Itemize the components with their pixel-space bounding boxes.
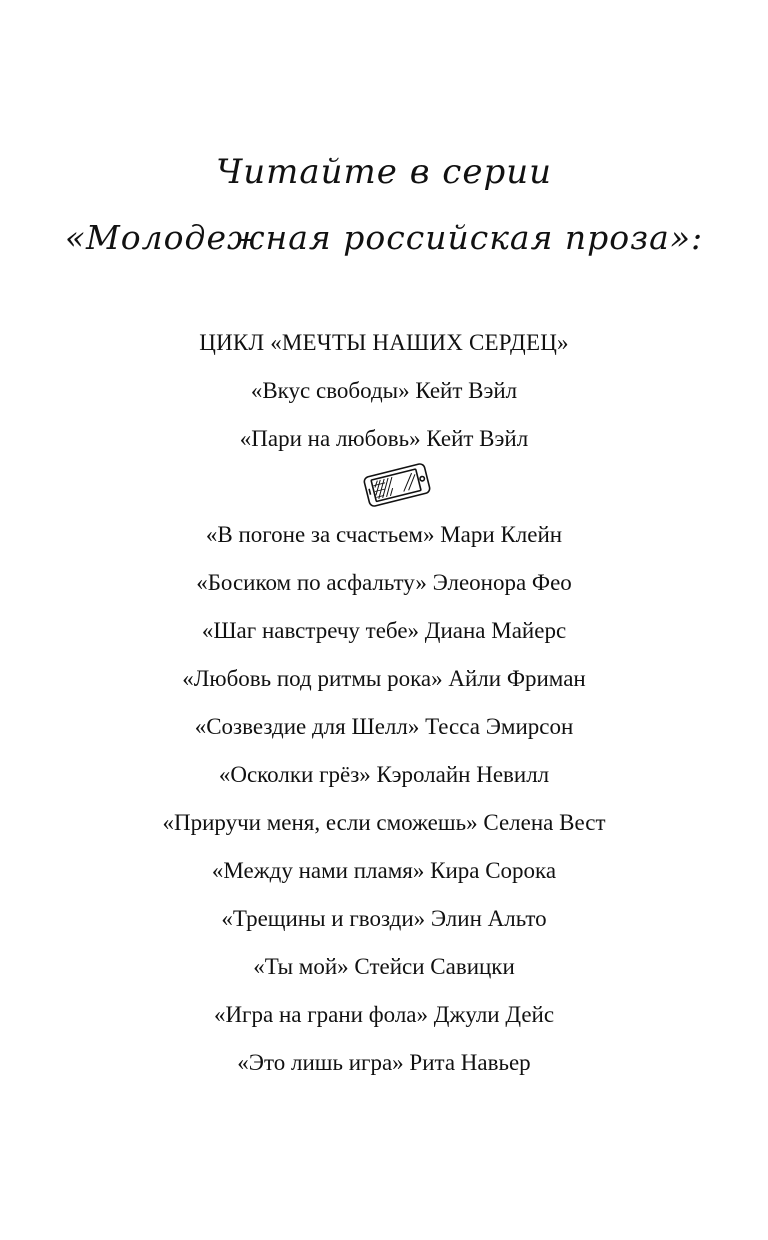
book-5: «Созвездие для Шелл» Тесса Эмирсон xyxy=(194,714,574,739)
book-4: «Любовь под ритмы рока» Айли Фриман xyxy=(182,666,586,691)
cycle-book-2: «Пари на любовь» Кейт Вэйл xyxy=(239,426,529,451)
cycle-heading: ЦИКЛ «МЕЧТЫ НАШИХ СЕРДЕЦ» xyxy=(199,330,569,355)
book-3: «Шаг навстречу тебе» Диана Майерс xyxy=(201,618,567,643)
book-8: «Между нами пламя» Кира Сорока xyxy=(211,858,557,883)
book-1: «В погоне за счастьем» Мари Клейн xyxy=(205,522,563,547)
book-9: «Трещины и гвозди» Элин Альто xyxy=(221,906,547,931)
book-7: «Приручи меня, если сможешь» Селена Вест xyxy=(162,810,606,835)
book-10: «Ты мой» Стейси Савицки xyxy=(253,954,515,979)
series-name-line: «Молодежная российская проза»: xyxy=(64,218,704,257)
series-intro-line: Читайте в серии xyxy=(215,152,553,192)
book-11: «Игра на грани фола» Джули Дейс xyxy=(213,1002,555,1027)
cycle-book-1: «Вкус свободы» Кейт Вэйл xyxy=(250,378,518,403)
book-6: «Осколки грёз» Кэролайн Невилл xyxy=(218,762,550,787)
book-12: «Это лишь игра» Рита Навьер xyxy=(237,1050,531,1075)
smartphone-icon xyxy=(362,460,432,510)
book-2: «Босиком по асфальту» Элеонора Фео xyxy=(196,570,572,595)
